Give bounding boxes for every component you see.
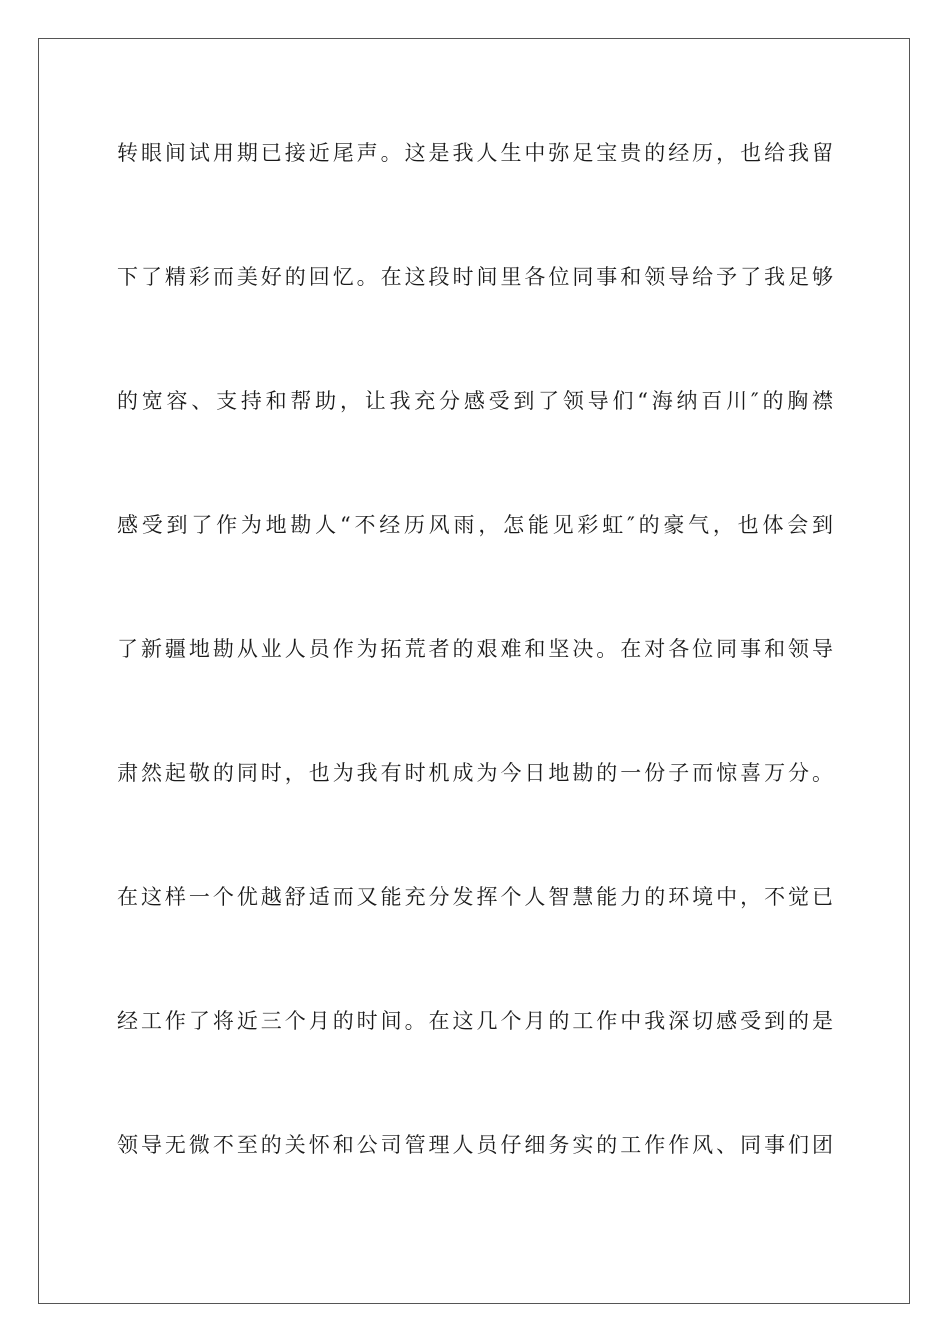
paragraph-line: 转眼间试用期已接近尾声。这是我人生中弥足宝贵的经历，也给我留 (117, 141, 833, 165)
paragraph-line: 在这样一个优越舒适而又能充分发挥个人智慧能力的环境中，不觉已 (117, 885, 833, 909)
page-frame (38, 38, 910, 1304)
paragraph-line: 肃然起敬的同时，也为我有时机成为今日地勘的一份子而惊喜万分。 (117, 761, 833, 785)
paragraph-line: 感受到了作为地勘人“不经历风雨，怎能见彩虹″的豪气，也体会到 (117, 513, 833, 537)
paragraph-line: 下了精彩而美好的回忆。在这段时间里各位同事和领导给予了我足够 (117, 265, 833, 289)
paragraph-line: 的宽容、支持和帮助，让我充分感受到了领导们“海纳百川″的胸襟 (117, 389, 833, 413)
paragraph-line: 领导无微不至的关怀和公司管理人员仔细务实的工作作风、同事们团 (117, 1133, 833, 1157)
paragraph-line: 经工作了将近三个月的时间。在这几个月的工作中我深切感受到的是 (117, 1009, 833, 1033)
paragraph-line: 了新疆地勘从业人员作为拓荒者的艰难和坚决。在对各位同事和领导 (117, 637, 833, 661)
